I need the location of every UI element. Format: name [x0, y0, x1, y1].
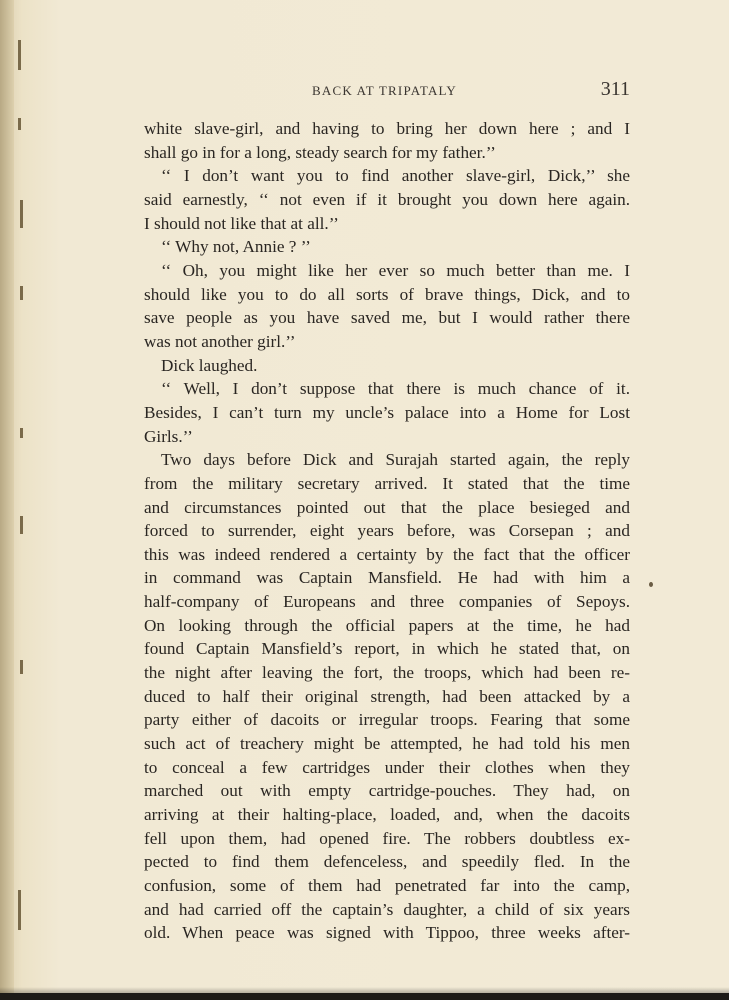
text-line: found Captain Mansfield’s report, in which he stated that, on: [144, 639, 630, 659]
binding-mark: [20, 428, 23, 438]
text-line: old. When peace was signed with Tippoo, three weeks after-: [144, 923, 630, 943]
text-line: from the military secretary arrived. It stated that the time: [144, 473, 630, 493]
text-line: the night after leaving the fort, the troops, which had been re-: [144, 663, 630, 683]
binding-mark: [20, 516, 23, 534]
text-line: such act of treachery might be attempted, he had told his men: [144, 734, 630, 754]
binding-mark: [18, 118, 21, 130]
text-line: half-company of Europeans and three companies of Sepoys.: [144, 592, 630, 612]
text-line: white slave-girl, and having to bring her down here ; and I: [144, 119, 630, 138]
text-line: to conceal a few cartridges under their clothes when they: [144, 757, 630, 777]
text-line: fell upon them, had opened fire. The robbers doubtless ex-: [144, 828, 630, 848]
text-line: I should not like that at all.’’: [144, 213, 339, 233]
text-line: was not another girl.’’: [144, 331, 296, 351]
binding-gutter: [0, 0, 14, 1000]
text-line: ‘‘ Why not, Annie ? ’’: [161, 237, 311, 257]
text-line: confusion, some of them had penetrated far into the camp,: [144, 876, 630, 895]
binding-mark: [20, 286, 23, 300]
text-line: Girls.’’: [144, 426, 193, 446]
text-line: Two days before Dick and Surajah started again, the reply: [161, 450, 630, 470]
text-line: and circumstances pointed out that the place besieged and: [144, 497, 630, 517]
text-line: On looking through the official papers at the time, he had: [144, 615, 630, 635]
binding-mark: [20, 200, 23, 228]
text-line: should like you to do all sorts of brave things, Dick, and to: [144, 284, 630, 304]
text-line: Dick laughed.: [161, 355, 258, 375]
text-line: party either of dacoits or irregular troops. Fearing that some: [144, 710, 630, 730]
running-head: [140, 78, 630, 104]
text-line: ‘‘ I don’t want you to find another slave-girl, Dick,’’ she: [161, 166, 630, 186]
body-text: [144, 117, 630, 945]
text-line: shall go in for a long, steady search for my father.’’: [144, 142, 496, 162]
text-line: in command was Captain Mansfield. He had with him a: [144, 568, 630, 588]
running-title: BACK AT TRIPATALY: [312, 83, 457, 98]
binding-mark: [18, 40, 21, 70]
text-line: Besides, I can’t turn my uncle’s palace into a Home for Lost: [144, 402, 630, 422]
text-line: said earnestly, ‘‘ not even if it brought you down here again.: [144, 189, 630, 209]
text-line: this was indeed rendered a certainty by the fact that the officer: [144, 544, 630, 564]
text-line: forced to surrender, eight years before, was Corsepan ; and: [144, 521, 630, 541]
text-line: and had carried off the captain’s daughter, a child of six years: [144, 899, 630, 919]
page-number: 311: [600, 78, 630, 100]
text-line: ‘‘ Oh, you might like her ever so much better than me. I: [161, 260, 630, 280]
text-line: arriving at their halting-place, loaded, and, when the dacoits: [144, 805, 630, 825]
text-line: duced to half their original strength, had been attacked by a: [144, 686, 630, 706]
binding-mark: [18, 890, 21, 930]
ink-smudge: [649, 582, 653, 587]
text-line: pected to find them defenceless, and speedily fled. In the: [144, 852, 630, 872]
binding-mark: [20, 660, 23, 674]
text-line: marched out with empty cartridge-pouches. They had, on: [144, 781, 630, 801]
text-line: ‘‘ Well, I don’t suppose that there is much chance of it.: [161, 379, 630, 399]
text-line: save people as you have saved me, but I would rather there: [144, 308, 630, 328]
page-bottom-edge: [0, 993, 729, 1000]
